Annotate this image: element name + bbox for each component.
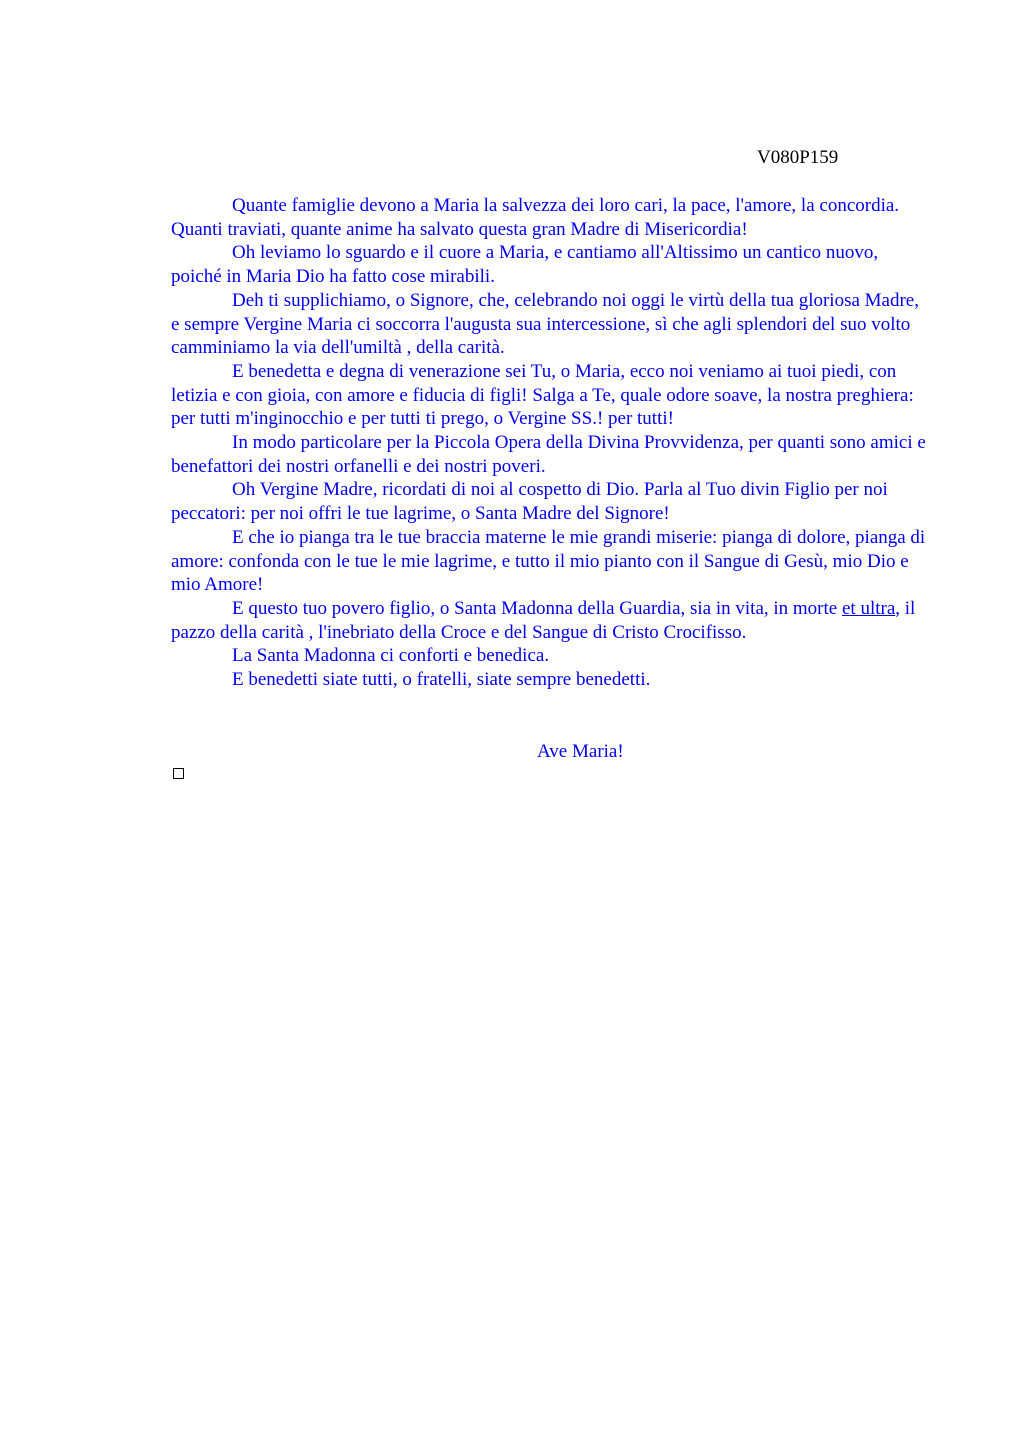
closing-salutation: Ave Maria! — [537, 741, 624, 762]
paragraph: Oh leviamo lo sguardo e il cuore a Maria, e cantiamo all'Altissimo un cantico nuovo, poiché in Maria Dio ha fatto cose mirabili. — [171, 242, 879, 288]
paragraph: La Santa Madonna ci conforti e benedica. — [232, 645, 550, 667]
body-text — [171, 194, 931, 692]
paragraph: Deh ti supplichiamo, o Signore, che, celebrando noi oggi le virtù della tua gloriosa Madre, e sempre Vergine Maria ci soccorra l'augusta sua intercessione, sì che agli splendori del suo volto camminiamo la via dell'umiltà , della carità. — [171, 289, 919, 359]
paragraph-text: E questo tuo povero figlio, o Santa Madonna della Guardia, sia in vita, in morte — [232, 597, 842, 619]
paragraph: In modo particolare per la Piccola Opera della Divina Provvidenza, per quanti sono amici e benefattori dei nostri orfanelli e dei nostri poveri. — [171, 432, 926, 477]
paragraph: Oh Vergine Madre, ricordati di noi al cospetto di Dio. Parla al Tuo divin Figlio per noi peccatori: per noi offri le tue lagrime, o Santa Madre del Signore! — [171, 479, 888, 525]
et-ultra-link[interactable]: et ultra — [841, 597, 896, 619]
paragraph-text: , il pazzo della carità , l'inebriato della Croce e del Sangue di Cristo Crocifisso. — [171, 597, 916, 643]
page-code: V080P159 — [757, 147, 839, 168]
paragraph: E che io pianga tra le tue braccia materne le mie grandi miserie: pianga di dolore, pianga di amore: confonda con le tue le mie lagrime, e tutto il mio pianto con il Sangue di Gesù, mio Dio e mio Amore! — [171, 526, 926, 596]
paragraph: E benedetti siate tutti, o fratelli, siate sempre benedetti. — [232, 669, 651, 691]
paragraph: E benedetta e degna di venerazione sei Tu, o Maria, ecco noi veniamo ai tuoi piedi, con letizia e con gioia, con amore e fiducia di figli! Salga a Te, quale odore soave, la nostra preghiera: per tutti m'inginocchio e per tutti ti prego, o Vergine SS.! per tutti! — [171, 360, 914, 430]
paragraph-with-link — [171, 597, 931, 644]
paragraph: Quante famiglie devono a Maria la salvezza dei loro cari, la pace, l'amore, la concordia. Quanti traviati, quante anime ha salvato questa gran Madre di Misericordia! — [171, 195, 900, 240]
square-icon — [173, 768, 184, 779]
